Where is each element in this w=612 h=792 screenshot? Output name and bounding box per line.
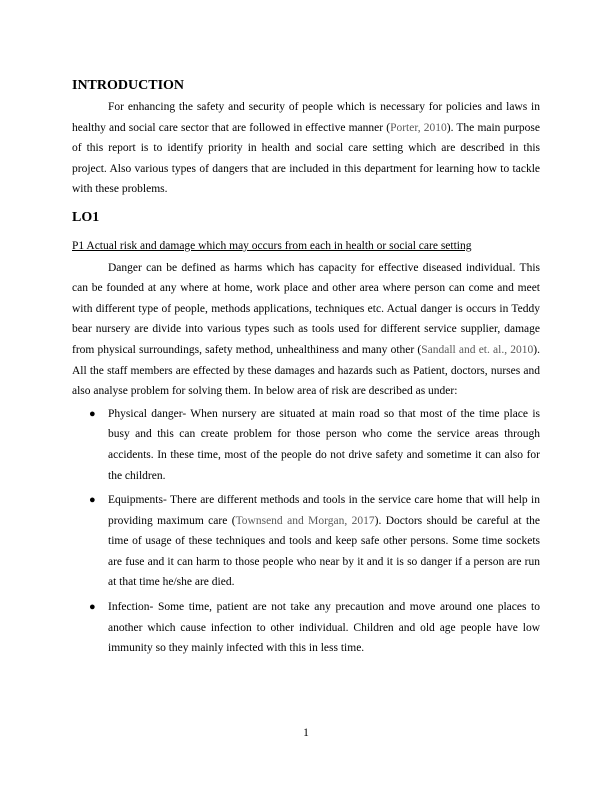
risk-list xyxy=(72,404,540,659)
list-item xyxy=(72,490,540,593)
list-item xyxy=(72,597,540,659)
page-content xyxy=(72,76,540,663)
lo1-text-b: ). All the staff members are effected by these damages and hazards such as Patient, doctors, nurses and also analyse problem for solving them. In below area of risk are described as under: xyxy=(72,343,540,398)
introduction-text-b: ). The main purpose of this report is to identify priority in health and social care setting which are described in this project. Also various types of dangers that are included in this department for learning how to tackle with these problems. xyxy=(72,121,541,196)
introduction-paragraph xyxy=(72,97,540,200)
p1-subheading: P1 Actual risk and damage which may occurs from each in health or social care setting xyxy=(72,239,472,252)
bullet-icon: ● xyxy=(89,494,96,507)
introduction-text-a: For enhancing the safety and security of people which is necessary for policies and laws in healthy and social care sector that are followed in effective manner ( xyxy=(72,101,540,134)
bullet-text-a: Equipments- There are different methods and tools in the service care home that will help in providing maximum care ( xyxy=(108,494,540,527)
citation: Porter, 2010 xyxy=(390,121,447,134)
bullet-icon: ● xyxy=(89,601,96,614)
citation: Sandall and et. al., 2010 xyxy=(421,343,534,356)
bullet-text-a: Physical danger- When nursery are situated at main road so that most of the time place is busy and this can create problem for those person who come the service areas through accidents. In these time, most of the people do not drive safety and sometime it can also for the children. xyxy=(108,407,540,482)
lo1-paragraph xyxy=(72,258,540,402)
bullet-text-b: ). Doctors should be careful at the time of usage of these techniques and tools and keep safe other persons. Some time sockets are fuse and it can harm to those people who near by it and it is so danger if a person are run at that time he/she are died. xyxy=(108,514,540,589)
citation: Townsend and Morgan, 2017 xyxy=(235,514,375,527)
page-number: 1 xyxy=(303,727,309,739)
lo1-heading: LO1 xyxy=(72,209,100,225)
introduction-heading: INTRODUCTION xyxy=(72,78,185,93)
lo1-text-a: Danger can be defined as harms which has capacity for effective diseased individual. This can be founded at any where at home, work place and other area where person can come and meet with different type of people, methods applications, techniques etc. Actual danger is occurs in Teddy bear nursery are divide into various types such as tools used for different service supplier, damage from physical surroundings, safety method, unhealthiness and many other ( xyxy=(72,261,540,356)
bullet-text-a: Infection- Some time, patient are not take any precaution and move around one places to another which cause infection to other individual. Children and old age people have low immunity so they mainly infected with this in less time. xyxy=(108,601,540,655)
bullet-icon: ● xyxy=(89,407,96,420)
list-item xyxy=(72,404,540,486)
